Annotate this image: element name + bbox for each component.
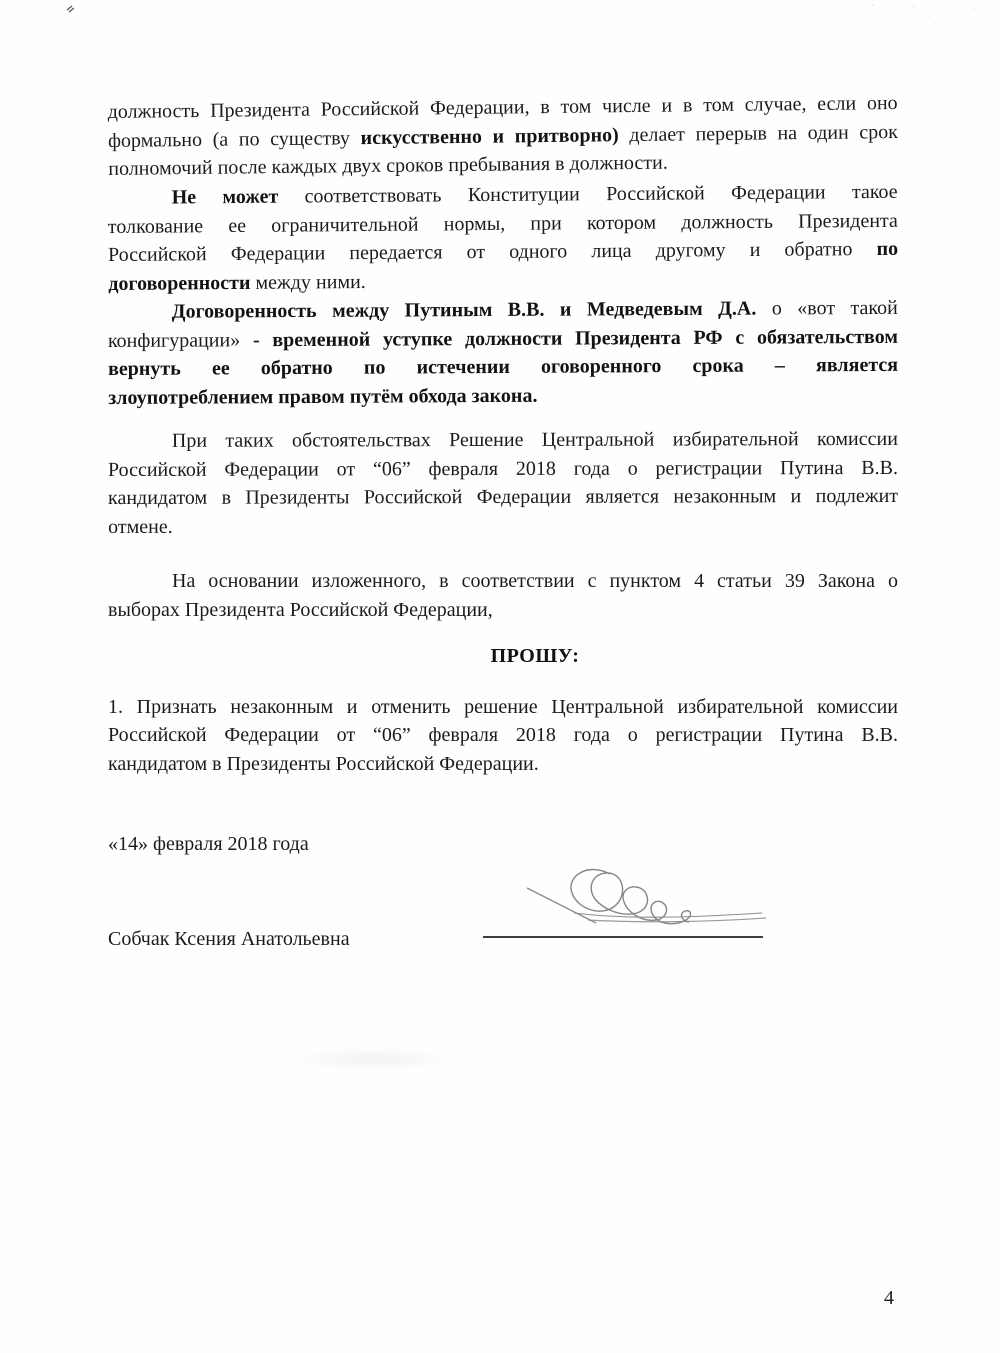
text-run: формально (а по существу	[107, 126, 361, 152]
text-line	[108, 596, 898, 625]
text-line	[108, 721, 898, 750]
scan-speck	[66, 4, 77, 13]
text-run: кандидатом в Президенты Российской Федерации.	[108, 752, 539, 775]
text-run: конфигурации»	[107, 328, 253, 352]
text-run-bold: договоренности	[108, 271, 251, 295]
text-run-bold: злоупотреблением правом путём обхода закона.	[108, 384, 538, 409]
paragraph-5	[108, 567, 898, 624]
text-line	[108, 510, 898, 541]
document-body	[107, 92, 899, 778]
paragraph-3	[108, 294, 899, 413]
signer-name: Собчак Ксения Анатольевна	[108, 928, 350, 950]
paragraph-4	[108, 424, 898, 540]
text-line	[108, 482, 898, 513]
text-run: 1. Признать незаконным и отменить решение Центральной избирательной комиссии	[108, 695, 898, 718]
paragraph-2	[108, 178, 899, 299]
scan-noise	[872, 4, 874, 6]
page-number: 4	[884, 1287, 894, 1309]
text-line	[108, 453, 898, 484]
text-run: Российской Федерации от “06” февраля 2018 года о регистрации Путина В.В.	[108, 724, 898, 747]
signature-area	[470, 860, 770, 942]
text-run: При таких обстоятельствах Решение Центральной избирательной комиссии	[171, 427, 898, 452]
text-run: между ними.	[250, 270, 366, 294]
text-run: Российской Федерации передается от одного лица другому и обратно	[108, 237, 877, 266]
text-run: о «вот такой	[756, 297, 898, 320]
text-run: выборах Президента Российской Федерации,	[108, 598, 493, 621]
text-line	[108, 323, 898, 356]
text-line	[108, 351, 898, 384]
text-run: делает перерыв на один срок	[618, 120, 899, 146]
text-run-bold: вернуть ее обратно по истечении оговоренного срока – является	[108, 354, 899, 381]
text-run: соответствовать Конституции Российской Федерации такое	[278, 180, 898, 208]
text-line	[108, 424, 898, 455]
text-run: Российской Федерации от “06” февраля 2018 года о регистрации Путина В.В.	[107, 456, 898, 481]
text-run-bold: Не может	[171, 185, 279, 209]
text-line	[108, 693, 898, 722]
text-run: На основании изложенного, в соответствии с пунктом 4 статьи 39 Закона о	[172, 569, 898, 592]
text-run: отмене.	[108, 515, 173, 538]
text-line	[108, 294, 898, 327]
date-line: «14» февраля 2018 года	[108, 833, 309, 855]
scan-smudge	[288, 1048, 458, 1070]
text-run-bold: искусственно и притворно)	[360, 123, 619, 149]
text-run: кандидатом в Президенты Российской Федерации является незаконным и подлежит	[108, 484, 899, 509]
paragraph-1	[108, 89, 899, 184]
text-run: должность Президента Российской Федерации, в том числе и в том случае, если оно	[107, 92, 898, 124]
text-run-bold: - временной уступке должности Президента РФ с обязательством	[252, 325, 898, 351]
paragraph-6	[108, 693, 898, 779]
text-run: полномочий после каждых двух сроков пребывания в должности.	[108, 151, 668, 181]
text-run-bold: Договоренность между Путиным В.В. и Медведевым Д.А.	[171, 297, 757, 323]
text-line	[108, 263, 898, 298]
text-line	[108, 750, 898, 779]
text-line	[108, 380, 898, 413]
text-run: толкование ее ограничительной нормы, при котором должность Президента	[107, 209, 898, 238]
text-line	[108, 235, 898, 270]
signature-scribble-icon	[470, 860, 770, 942]
text-line	[108, 567, 898, 596]
text-run-bold: по	[876, 237, 899, 260]
request-heading: ПРОШУ:	[490, 645, 580, 668]
